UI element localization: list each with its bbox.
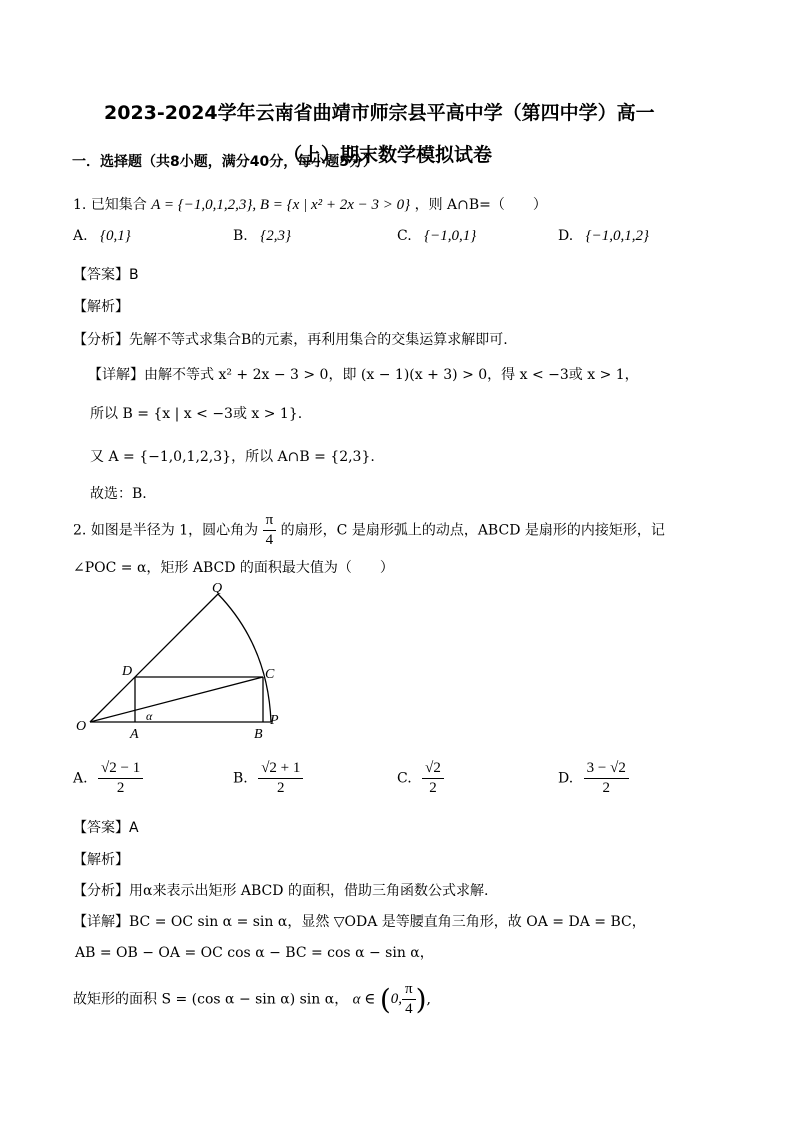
doc-title-line1: 2023-2024学年云南省曲靖市师宗县平高中学（第四中学）高一 (104, 102, 655, 124)
q2-option-c-fraction (422, 760, 444, 797)
q2-angle-num: π (263, 512, 277, 531)
q2-option-b (233, 760, 303, 797)
q2-option-a-letter: A. (73, 770, 88, 787)
q2-fenxi: 【分析】用α来表示出矩形 ABCD 的面积，借助三角函数公式求解. (73, 883, 489, 899)
q1-set-expr: A = {−1,0,1,2,3}, B = {x | x² + 2x − 3 > 0} (151, 197, 411, 213)
q2-option-b-num: √2 + 1 (258, 760, 303, 779)
label-d: D (122, 664, 133, 679)
q2-answer: 【答案】A (73, 820, 139, 836)
label-p: P (270, 713, 279, 728)
q1-option-d-letter: D. (558, 228, 574, 244)
q2-option-c-letter: C. (397, 770, 412, 787)
q1-line-so: 所以 B = {x | x < −3或 x > 1}. (90, 406, 303, 422)
q2-option-d-num: 3 − √2 (584, 760, 629, 779)
q2-line-area (73, 981, 431, 1018)
q1-option-b-letter: B. (233, 228, 248, 244)
q2-option-d-den: 2 (602, 780, 610, 796)
q2-option-d-fraction (584, 760, 629, 797)
q2-interval-den: 4 (405, 1001, 413, 1017)
q1-line-choose: 故选：B. (90, 486, 147, 502)
sector-figure (70, 580, 300, 745)
q1-option-c (397, 228, 476, 245)
q2-option-a-num: √2 − 1 (98, 760, 143, 779)
label-c: C (265, 667, 275, 682)
q1-stem-prefix: 已知集合 (90, 197, 147, 213)
q1-option-a-letter: A. (73, 228, 88, 244)
q2-interval-close: ) (415, 983, 427, 1016)
label-b: B (254, 727, 263, 742)
q1-line-also: 又 A = {−1,0,1,2,3}，所以 A∩B = {2,3}. (90, 449, 375, 465)
segment-oc (90, 677, 263, 722)
q1-option-d-value: {−1,0,1,2} (585, 228, 650, 244)
q1-option-a-value: {0,1} (100, 228, 131, 244)
label-alpha: α (146, 709, 153, 723)
q2-option-a (73, 760, 143, 797)
q2-stem-line2: ∠POC = α，矩形 ABCD 的面积最大值为（ ） (73, 560, 394, 576)
q2-option-b-den: 2 (277, 780, 285, 796)
q1-option-d (558, 228, 649, 245)
q2-line-ab: AB = OB − OA = OC cos α − BC = cos α − sin α， (75, 945, 434, 961)
label-q: Q (212, 581, 223, 596)
radius-oq (90, 594, 218, 722)
q2-option-d (558, 760, 629, 797)
doc-title-line2: （上）期末数学模拟试卷 (283, 144, 493, 166)
q1-stem (73, 194, 547, 214)
q1-analysis-tag: 【解析】 (73, 299, 129, 315)
q2-stem (73, 512, 665, 549)
q2-number: 2. (73, 522, 87, 539)
q2-stem-b: 的扇形，C 是扇形弧上的动点，ABCD 是扇形的内接矩形，记 (280, 522, 665, 539)
q2-area-comma: , (426, 991, 431, 1008)
q2-stem-a: 如图是半径为 1，圆心角为 (90, 522, 259, 539)
q2-xiangjie: 【详解】BC = OC sin α = sin α，显然 ▽ODA 是等腰直角三角形，故 OA = DA = BC， (73, 914, 646, 930)
q1-xiangjie: 【详解】由解不等式 x² + 2x − 3 > 0，即 (x − 1)(x + 3) > 0，得 x < −3或 x > 1， (88, 367, 639, 383)
q2-option-a-den: 2 (116, 780, 125, 796)
q2-option-b-fraction (258, 760, 303, 797)
q2-interval-open: ( (379, 983, 391, 1016)
q2-angle-den: 4 (265, 532, 274, 548)
label-o: O (76, 719, 87, 734)
q1-fenxi: 【分析】先解不等式求集合B的元素，再利用集合的交集运算求解即可. (73, 332, 508, 348)
q1-stem-suffix: ，则 A∩B=（ ） (414, 197, 547, 213)
q2-interval-num: π (402, 981, 416, 1000)
q2-option-c (397, 760, 444, 797)
q2-angle-fraction (263, 512, 277, 549)
q2-area-b: α ∈ (352, 991, 376, 1008)
q2-interval-left: 0, (390, 991, 403, 1007)
q2-option-d-letter: D. (558, 770, 574, 787)
label-a: A (130, 727, 139, 742)
q2-option-c-den: 2 (429, 780, 437, 796)
q2-option-b-letter: B. (233, 770, 248, 787)
q2-option-a-fraction (98, 760, 143, 797)
q2-interval-fraction (402, 981, 416, 1018)
q1-option-b-value: {2,3} (260, 228, 291, 244)
q2-area-a: 故矩形的面积 S = (cos α − sin α) sin α， (73, 991, 349, 1008)
q1-option-b (233, 228, 291, 245)
q1-option-a (73, 228, 131, 245)
section-heading: 一．选择题（共8小题，满分40分，每小题5分） (72, 154, 377, 170)
q1-answer: 【答案】B (73, 267, 139, 283)
q1-option-c-letter: C. (397, 228, 412, 244)
q1-option-c-value: {−1,0,1} (424, 228, 477, 244)
q1-number: 1. (73, 197, 87, 213)
q2-analysis-tag: 【解析】 (73, 852, 129, 868)
q2-option-c-num: √2 (422, 760, 444, 779)
